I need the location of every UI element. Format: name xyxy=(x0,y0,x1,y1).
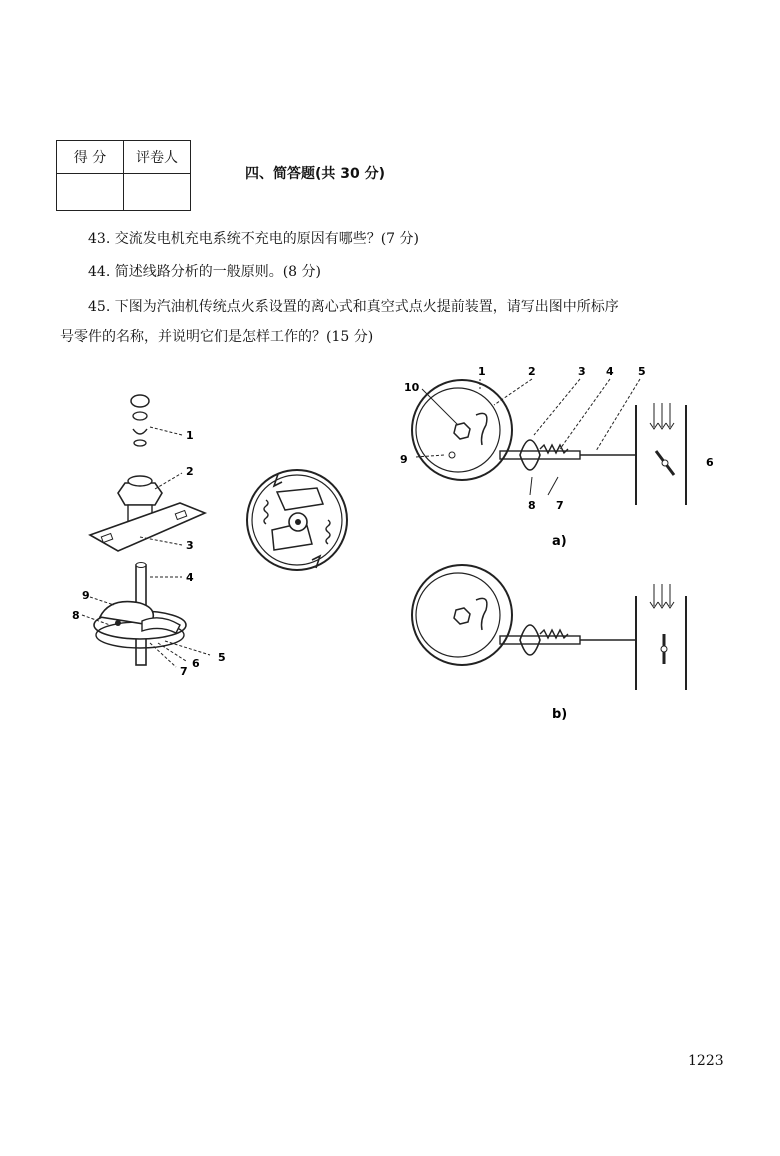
grader-cell[interactable] xyxy=(124,174,191,211)
right-label-6: 6 xyxy=(706,456,714,469)
left-label-6: 6 xyxy=(192,657,200,670)
vacuum-advance-figure-a xyxy=(400,365,720,555)
left-label-3: 3 xyxy=(186,539,194,552)
right-label-8: 8 xyxy=(528,499,536,512)
left-label-5: 5 xyxy=(218,651,226,664)
right-label-5: 5 xyxy=(638,365,646,378)
question-43: 43. 交流发电机充电系统不充电的原因有哪些？(7 分) xyxy=(88,231,419,247)
right-label-7: 7 xyxy=(556,499,564,512)
vacuum-advance-figure-b xyxy=(400,560,720,730)
left-label-8: 8 xyxy=(72,609,80,622)
score-cell[interactable] xyxy=(57,174,124,211)
left-label-7: 7 xyxy=(180,665,188,678)
right-label-3: 3 xyxy=(578,365,586,378)
page-number: 1223 xyxy=(688,1053,724,1069)
centrifugal-advance-exploded-figure xyxy=(70,385,240,685)
left-label-2: 2 xyxy=(186,465,194,478)
score-table xyxy=(56,140,191,211)
right-label-1: 1 xyxy=(478,365,486,378)
left-label-4: 4 xyxy=(186,571,194,584)
subfigure-label-a: a) xyxy=(552,534,567,549)
question-45-continued: 号零件的名称，并说明它们是怎样工作的？(15 分) xyxy=(60,329,374,345)
right-label-2: 2 xyxy=(528,365,536,378)
subfigure-label-b: b) xyxy=(552,707,568,722)
grader-header: 评卷人 xyxy=(124,141,191,174)
right-label-9: 9 xyxy=(400,453,408,466)
question-45: 45. 下图为汽油机传统点火系设置的离心式和真空式点火提前装置，请写出图中所标序 xyxy=(88,299,619,315)
right-label-4: 4 xyxy=(606,365,614,378)
right-label-10: 10 xyxy=(404,381,420,394)
left-label-9: 9 xyxy=(82,589,90,602)
centrifugal-mechanism-top-view xyxy=(242,460,352,584)
score-header: 得 分 xyxy=(57,141,124,174)
question-44: 44. 简述线路分析的一般原则。(8 分) xyxy=(88,264,321,280)
left-label-1: 1 xyxy=(186,429,194,442)
section-title: 四、简答题(共 30 分) xyxy=(245,166,386,182)
